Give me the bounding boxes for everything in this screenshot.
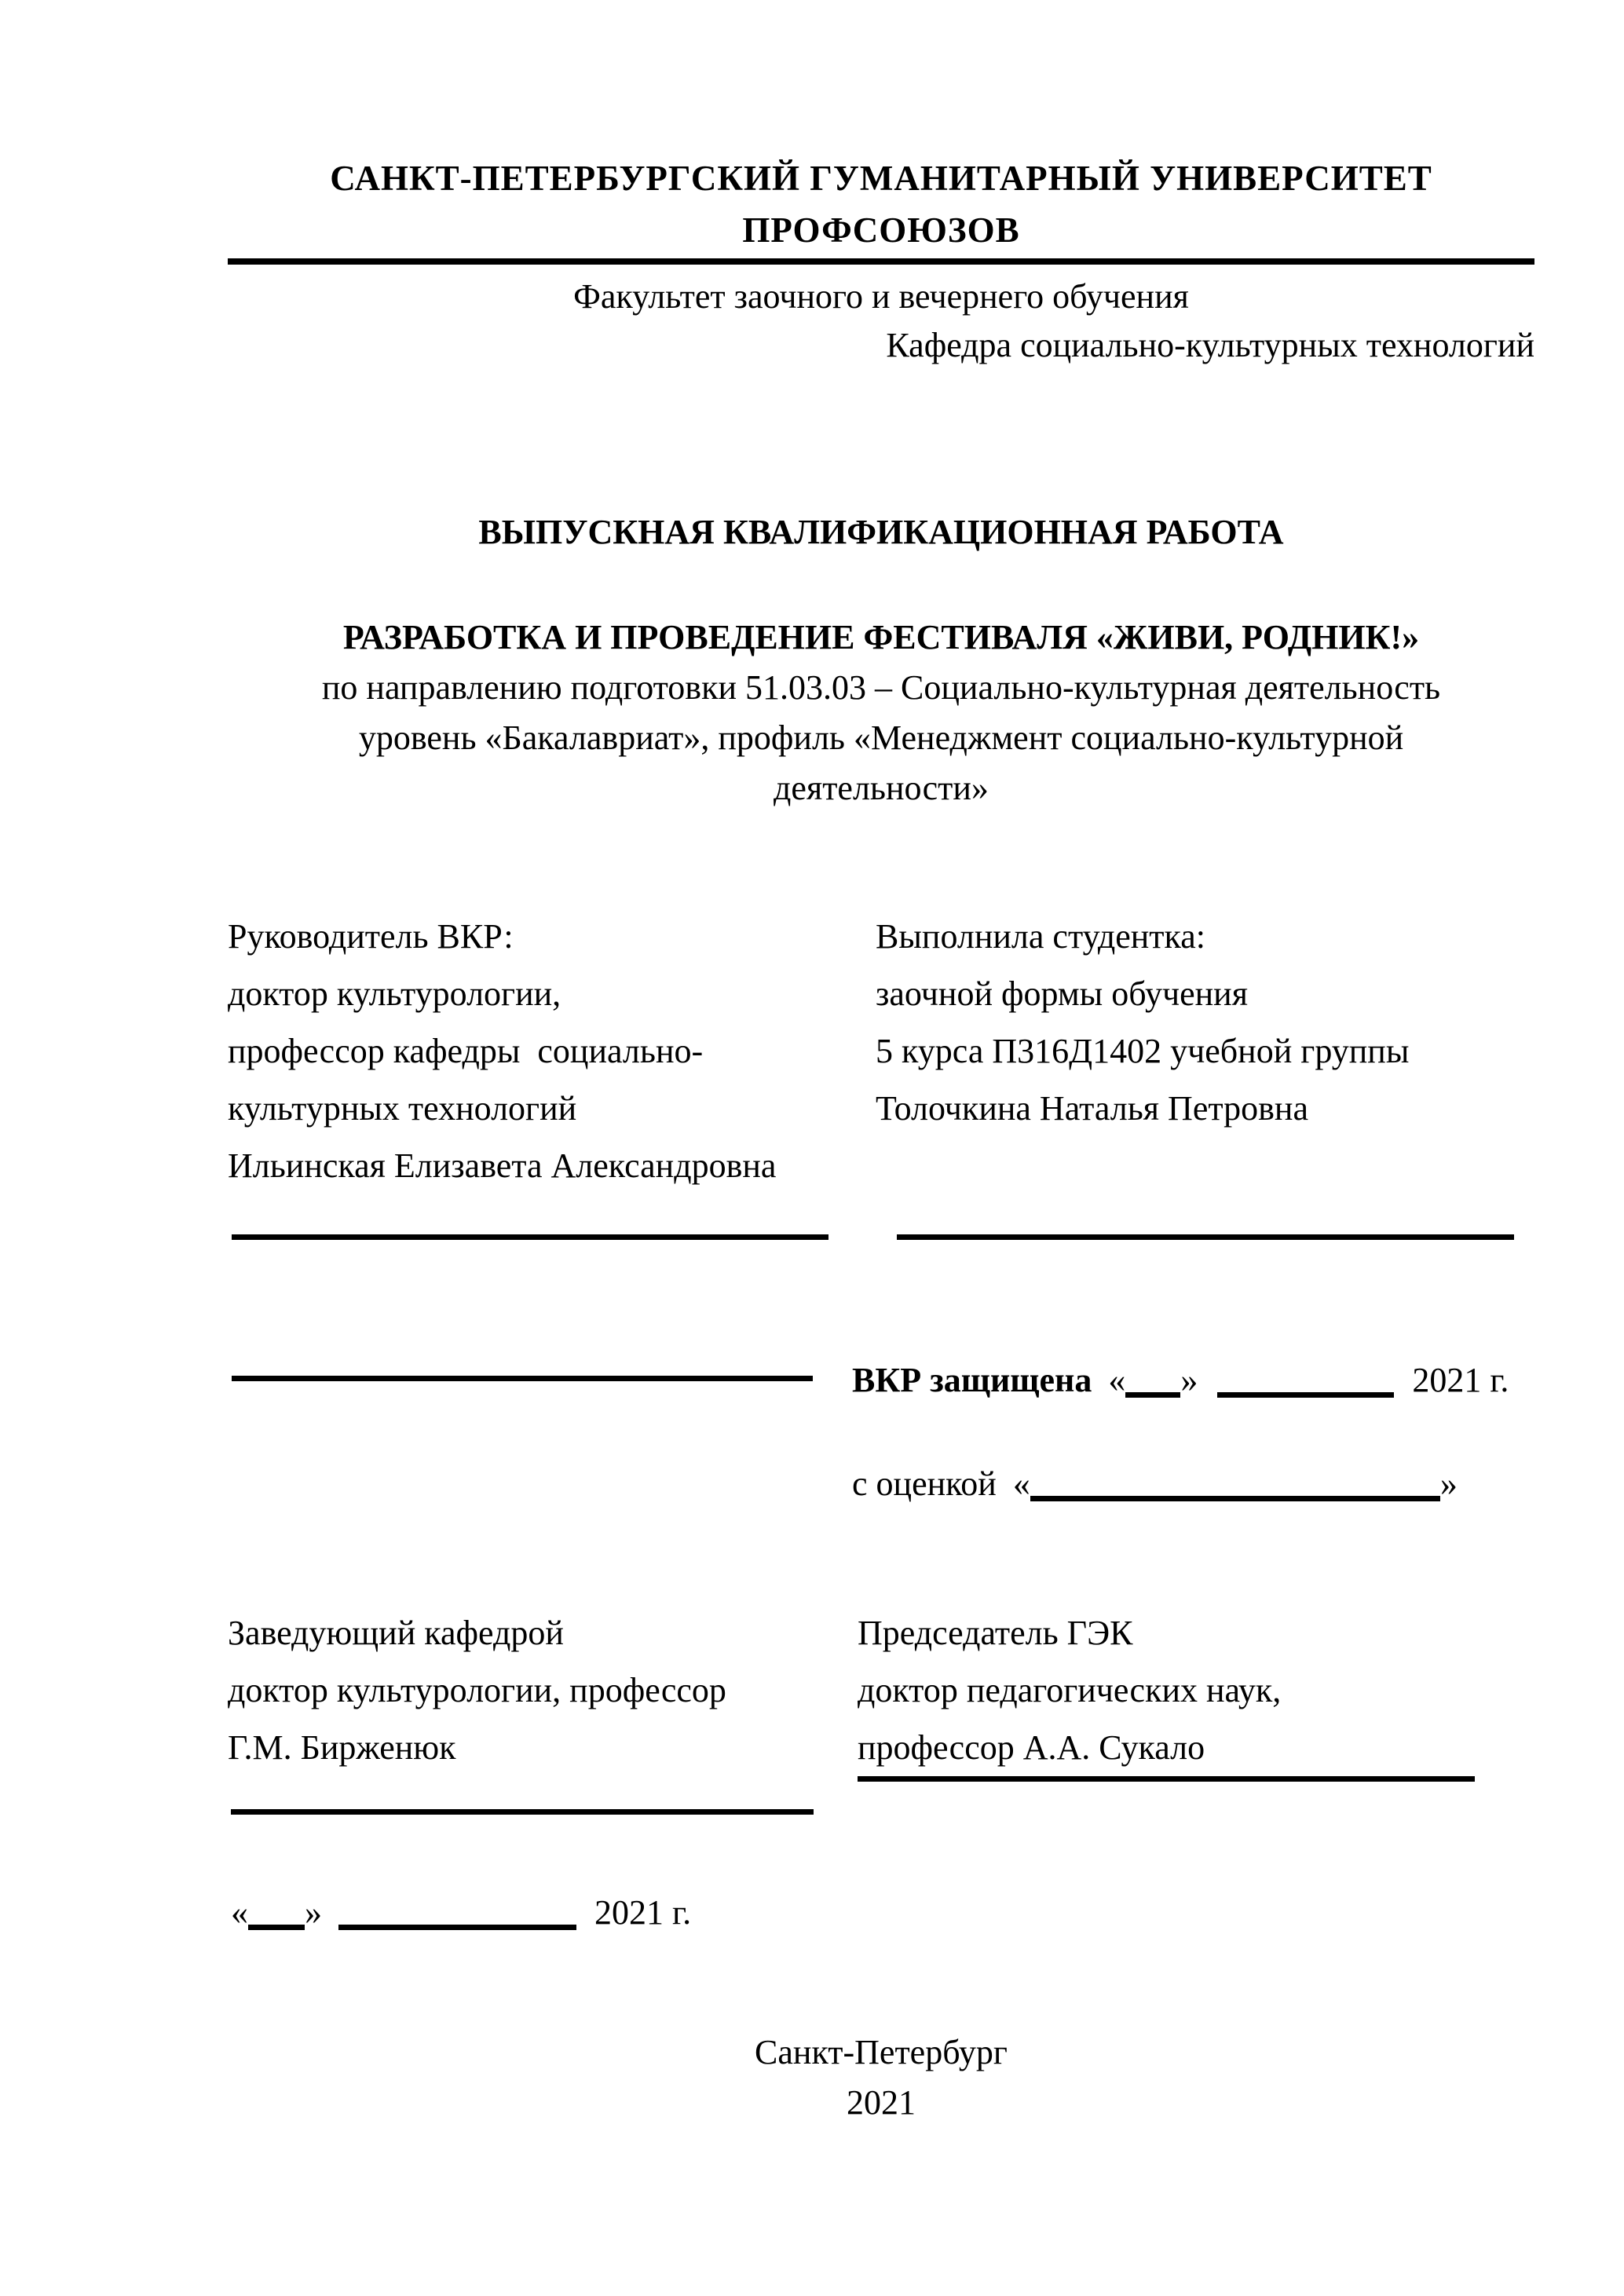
department-line: Кафедра социально-культурных технологий — [886, 326, 1534, 364]
chair-signature-line — [858, 1776, 1475, 1782]
university-name-line2: ПРОФСОЮЗОВ — [742, 210, 1020, 250]
grade-value-blank — [1030, 1461, 1440, 1501]
footer-block — [228, 2027, 1534, 2128]
university-name-line1: САНКТ-ПЕТЕРБУРГСКИЙ ГУМАНИТАРНЫЙ УНИВЕРСИТЕТ — [330, 159, 1432, 198]
date-quote-close: » — [305, 1893, 322, 1932]
committee-chair-column — [858, 1604, 1534, 1776]
head-signature-line — [231, 1809, 814, 1815]
supervisor-signature-line-2 — [232, 1376, 813, 1381]
chair-role-line: Председатель ГЭК — [858, 1614, 1133, 1652]
grade-label: с оценкой — [852, 1464, 997, 1503]
grade-quote-open: « — [1012, 1464, 1030, 1503]
chair-name-line: профессор А.А. Сукало — [858, 1728, 1205, 1767]
head-degree-line: доктор культурологии, профессор — [228, 1671, 726, 1709]
head-name-line: Г.М. Бирженюк — [228, 1728, 456, 1767]
defense-label: ВКР защищена — [852, 1361, 1092, 1399]
grade-quote-close: » — [1439, 1464, 1458, 1503]
footer-city: Санкт-Петербург — [755, 2033, 1008, 2071]
date-year: 2021 г. — [594, 1893, 692, 1932]
faculty-line: Факультет заочного и вечернего обучения — [573, 277, 1189, 316]
program-level-line-2: деятельности» — [774, 769, 989, 807]
supervisor-column — [228, 908, 876, 1194]
header-divider-rule — [228, 258, 1534, 265]
date-quote-open: « — [231, 1893, 248, 1932]
supervisor-role-line: Руководитель ВКР: — [228, 917, 514, 956]
student-signature-line — [897, 1234, 1514, 1240]
signers-bottom-block — [228, 1604, 1534, 1776]
student-group-line: 5 курса П316Д1402 учебной группы — [876, 1032, 1410, 1070]
student-name-line: Толочкина Наталья Петровна — [876, 1089, 1308, 1128]
defense-date-row — [852, 1355, 1509, 1406]
supervisor-position-line-2: культурных технологий — [228, 1089, 577, 1128]
date-row — [231, 1888, 691, 1938]
supervisor-signature-line — [232, 1234, 828, 1240]
defense-day-blank — [1125, 1358, 1180, 1398]
defense-quote-close: » — [1180, 1361, 1198, 1399]
date-day-blank — [248, 1890, 305, 1930]
program-level-line: уровень «Бакалавриат», профиль «Менеджмент социально-культурной — [358, 718, 1404, 757]
supervisor-name-line: Ильинская Елизавета Александровна — [228, 1146, 777, 1185]
defense-quote-open: « — [1108, 1361, 1126, 1399]
supervisor-degree-line: доктор культурологии, — [228, 974, 561, 1013]
student-form-line: заочной формы обучения — [876, 974, 1248, 1013]
program-direction-line: по направлению подготовки 51.03.03 – Социально-культурная деятельность — [321, 668, 1441, 707]
student-role-line: Выполнила студентка: — [876, 917, 1205, 956]
chair-degree-line: доктор педагогических наук, — [858, 1671, 1282, 1709]
defense-month-blank — [1217, 1358, 1394, 1398]
grade-row — [852, 1459, 1458, 1509]
defense-year: 2021 г. — [1412, 1361, 1509, 1399]
student-column — [876, 908, 1534, 1194]
thesis-title: РАЗРАБОТКА И ПРОВЕДЕНИЕ ФЕСТИВАЛЯ «ЖИВИ, РОДНИК!» — [342, 618, 1420, 656]
thesis-title-group — [228, 612, 1534, 813]
supervisor-position-line: профессор кафедры социально- — [228, 1032, 704, 1070]
university-name — [228, 152, 1534, 256]
date-month-blank — [338, 1890, 576, 1930]
department-head-column — [228, 1604, 858, 1776]
signers-top-block — [228, 908, 1534, 1194]
footer-year: 2021 — [847, 2083, 916, 2122]
head-role-line: Заведующий кафедрой — [228, 1614, 564, 1652]
work-type-heading: ВЫПУСКНАЯ КВАЛИФИКАЦИОННАЯ РАБОТА — [478, 513, 1284, 551]
